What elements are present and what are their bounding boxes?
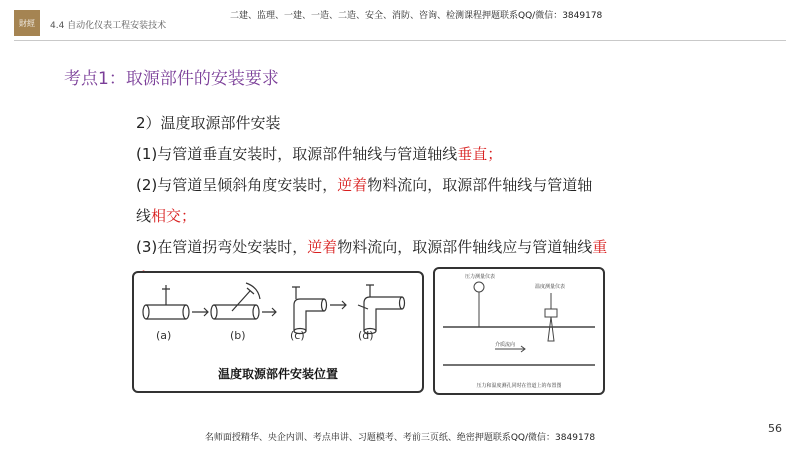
slide-header [0,0,800,46]
slide-heading: 考点1：取源部件的安装要求 [64,69,279,89]
temperature-installation-figure [132,271,424,393]
item2-end: ； [181,207,197,225]
figure-label-b: (b) [230,329,246,342]
item3-highlight-2a: 重 [592,238,608,256]
content-item-2-cont [136,201,656,232]
page-number: 56 [768,422,782,435]
figure-label-d: (d) [358,329,374,342]
item2-highlight-1: 逆着 [337,176,368,194]
item2-part1: (2)与管道呈倾斜角度安装时， [136,176,338,194]
item2-part3: 线 [136,207,152,225]
brand-logo: 財經 [14,10,40,36]
figure-label-a: (a) [156,329,172,342]
footer-contact-text: 名师面授精华、央企内训、考点串讲、习题模考、考前三页纸、绝密押题联系QQ/微信：3849178 [204,433,596,443]
figure-label-c: (c) [290,329,305,342]
label-flow-direction: 介质流向 [495,342,516,348]
item3-part2: 物料流向，取源部件轴线应与管道轴线 [337,238,593,256]
header-contact-text: 二建、监理、一建、一造、二造、安全、消防、咨询、检测课程押题联系QQ/微信：3849178 [230,11,603,21]
figure-right-caption: 压力和温度测孔同时在管道上的布置图 [476,383,562,389]
header-divider [14,40,786,41]
item3-highlight-1: 逆着 [307,238,338,256]
content-subtitle: 2）温度取源部件安装 [136,114,281,132]
pipe-layout-svg [435,269,603,379]
content-item-2 [136,170,656,201]
item1-end: ； [487,145,503,163]
item2-highlight-2: 相交 [151,207,182,225]
content-item-1 [136,139,656,170]
course-title: 4.4 自动化仪表工程安装技术 [50,21,167,31]
figure-left-caption: 温度取源部件安装位置 [217,367,338,381]
item1-highlight: 垂直 [457,145,488,163]
pipe-diagrams-svg [134,273,422,363]
label-pressure-instrument: 压力测量仪表 [465,274,496,280]
content-item-3 [136,232,656,263]
item1-text: (1)与管道垂直安装时，取源部件轴线与管道轴线 [136,145,458,163]
label-temperature-instrument: 温度测量仪表 [535,284,566,290]
item3-part1: (3)在管道拐弯处安装时， [136,238,308,256]
pressure-temperature-layout-figure [433,267,605,395]
item2-part2: 物料流向，取源部件轴线与管道轴 [367,176,593,194]
